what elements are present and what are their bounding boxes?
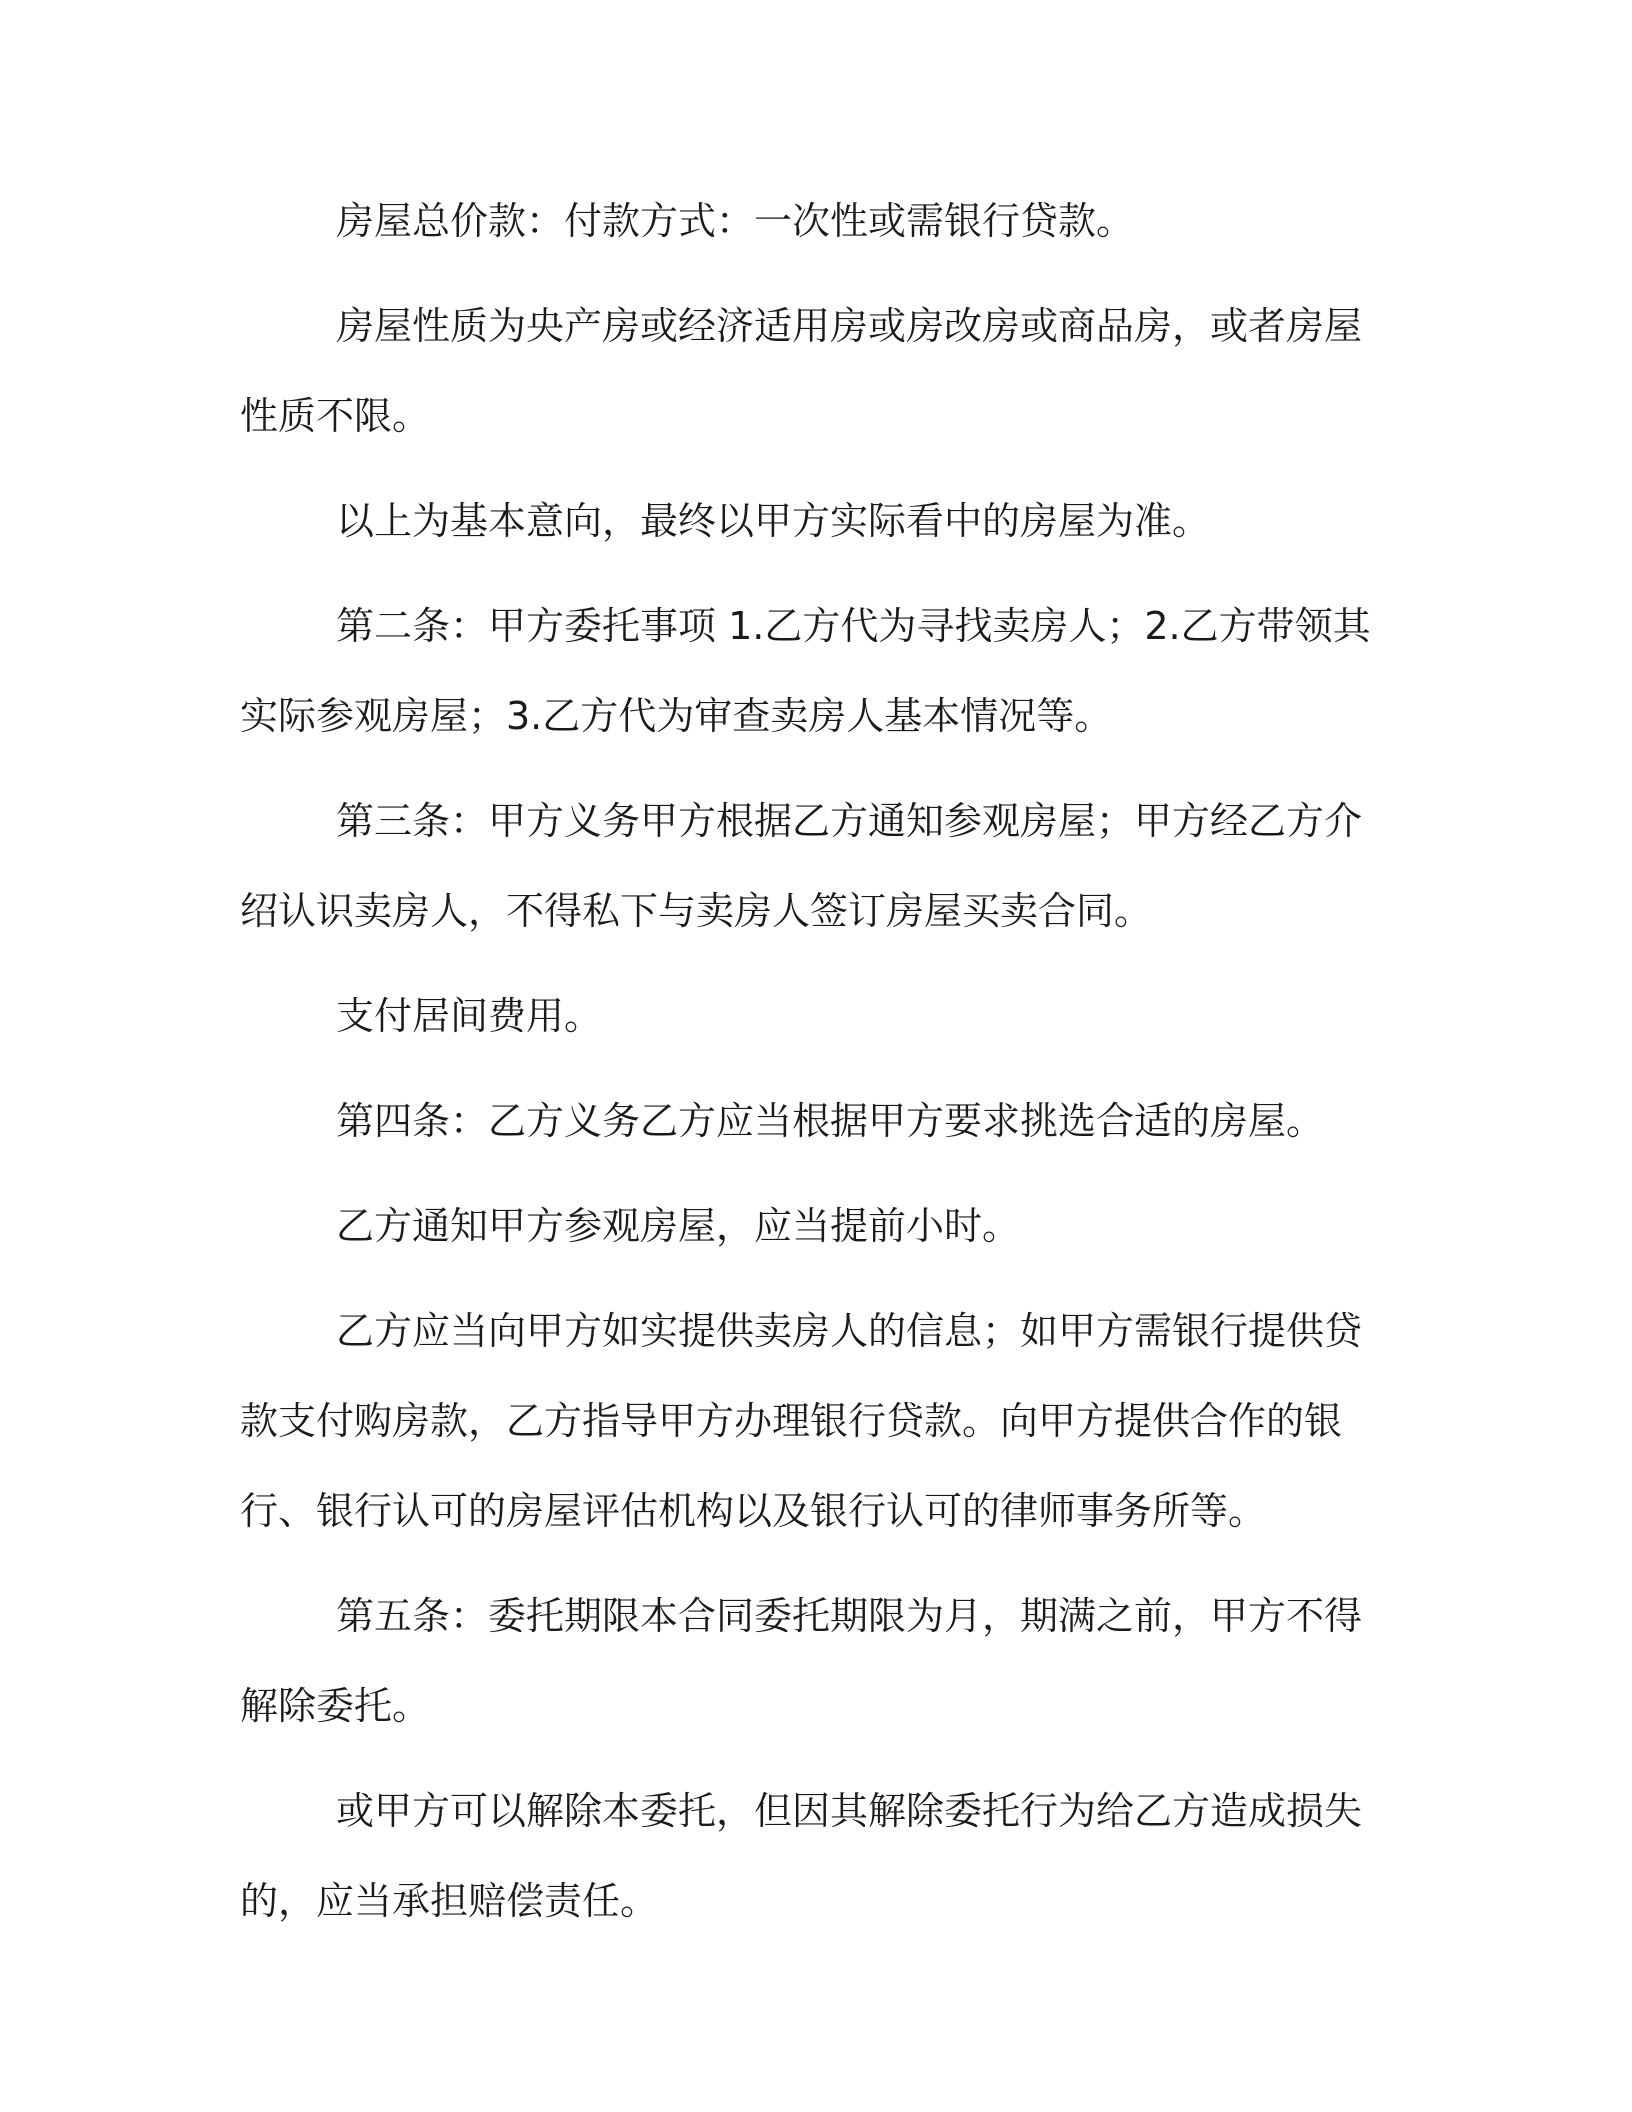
paragraph-pay-fee: 支付居间费用。 [336, 994, 603, 1038]
document-body [240, 176, 1392, 1946]
paragraph-article-2: 第二条：甲方委托事项 1.乙方代为寻找卖房人；2.乙方带领其实际参观房屋；3.乙方代为审查卖房人基本情况等。 [240, 604, 1371, 738]
paragraph-article-3: 第三条：甲方义务甲方根据乙方通知参观房屋；甲方经乙方介绍认识卖房人，不得私下与卖房人签订房屋买卖合同。 [240, 799, 1363, 933]
paragraph-house-type: 房屋性质为央产房或经济适用房或房改房或商品房，或者房屋性质不限。 [240, 304, 1363, 438]
paragraph-article-4: 第四条：乙方义务乙方应当根据甲方要求挑选合适的房屋。 [336, 1099, 1325, 1143]
paragraph-seller-info: 乙方应当向甲方如实提供卖房人的信息；如甲方需银行提供贷款支付购房款，乙方指导甲方办理银行贷款。向甲方提供合作的银行、银行认可的房屋评估机构以及银行认可的律师事务所等。 [240, 1309, 1363, 1533]
paragraph-termination: 或甲方可以解除本委托，但因其解除委托行为给乙方造成损失的，应当承担赔偿责任。 [240, 1789, 1363, 1923]
paragraph-total-price: 房屋总价款：付款方式：一次性或需银行贷款。 [336, 199, 1135, 243]
paragraph-basic-intent: 以上为基本意向，最终以甲方实际看中的房屋为准。 [336, 499, 1211, 543]
paragraph-notice: 乙方通知甲方参观房屋，应当提前小时。 [336, 1204, 1021, 1248]
paragraph-article-5: 第五条：委托期限本合同委托期限为月，期满之前，甲方不得解除委托。 [240, 1594, 1363, 1728]
